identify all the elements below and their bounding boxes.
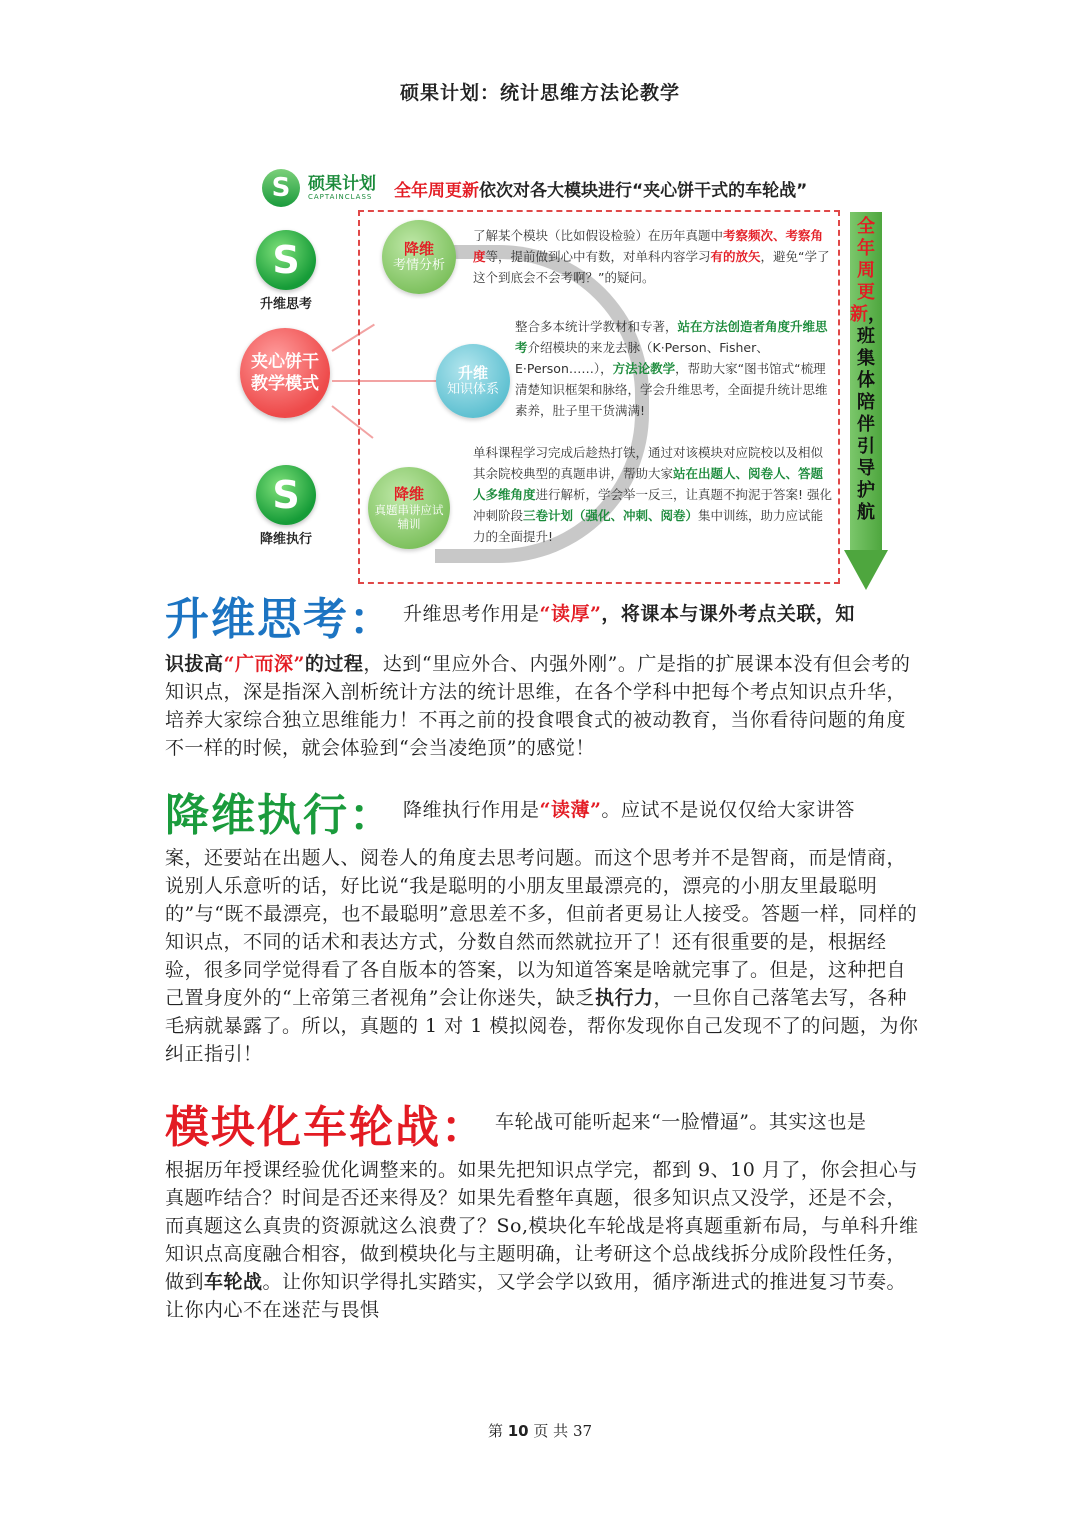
- node-exam-drill: [368, 467, 450, 549]
- sec1-intro: [403, 600, 855, 634]
- sec2-body-a: 案，还要站在出题人、阅卷人的角度去思考问题。而这个思考并不是智商，而是情商，说别人乐意听的话，好比说“我是聪明的小朋友里最漂亮的，漂亮的小朋友里最聪明的”与“既不最漂亮，也不最聪明”意思差不多，但前者更易让人接受。答题一样，同样的知识点，不同的话术和表达方式，分数自然而然就拉开了！还有很重要的是，根据经验，很多同学觉得看了各自版本的答案，以为知道答案是啥就完事了。但是，这种把自己置身度外的“上帝第三者视角”会让你迷失，缺乏: [165, 847, 918, 1009]
- icon-top-label: 升维思考: [259, 297, 312, 312]
- sec1-title: 升维思考：: [165, 594, 395, 645]
- icon-bottom-label: 降维执行: [259, 532, 312, 547]
- sec3-body-a: 根据历年授课经验优化调整来的。如果先把知识点学完，都到 9、10 月了，你会担心与真题咋结合？时间是否还来得及？如果先看整年真题，很多知识点又没学，还是不会，而真题这么真贵的资源就这么浪费了？So,模块化车轮战是将真题重新布局，与单科升维知识点高度融合相容，做到模块化与主题明确，让考研这个总战线拆分成阶段性任务，做到: [165, 1159, 919, 1293]
- footer-page-number: 10: [507, 1422, 529, 1440]
- slogan-red: 全年周更新: [394, 180, 479, 201]
- blurb-exam-analysis: [473, 225, 833, 288]
- sec1-body-text: ，达到“里应外合、内强外刚”。广是指的扩展课本没有但会考的知识点，深是指深入剖析统计方法的统计思维，在各个学科中把每个考点知识点升华，培养大家综合独立思维能力！不再之前的投食喂食式的被动教育，当你看待问题的角度不一样的时候，就会体验到“会当凌绝顶”的感觉！: [165, 653, 911, 759]
- brand-slogan: [394, 176, 807, 201]
- node3-sub: 真题串讲应试辅训: [374, 503, 444, 531]
- teaching-mode-infographic: [240, 160, 895, 592]
- footer-mid: 页 共: [533, 1422, 569, 1440]
- blurb3-c: 进行解析，学会举一反三，让真题不拘泥于答案! 强化冲刺阶段: [473, 487, 833, 523]
- blurb2-e: ，帮助大家“图书馆式“梳理清楚知识框架和脉络，学会升维思考，全面提升统计思维素养，肚子里干货满满!: [515, 361, 828, 418]
- sec1-body: [165, 650, 920, 762]
- footer-prefix: 第: [487, 1422, 503, 1440]
- brand-text: [308, 175, 376, 201]
- node-knowledge-system: [436, 344, 510, 418]
- sec1-intro-b: ，将课本与课外考点关联，知: [601, 603, 855, 625]
- weekly-update-arrow: [844, 212, 888, 592]
- blurb1-d: 有的放矢: [710, 249, 761, 264]
- sec3-body: [165, 1156, 920, 1324]
- sec3-intro: 车轮战可能听起来“一脸懵逼”。其实这也是: [495, 1111, 867, 1133]
- sec1-line2-a: 识拔高: [165, 653, 224, 675]
- slogan-mid: 依次对各大模块进行: [479, 180, 632, 201]
- blurb3-b: 站在出题人、阅卷人、答题人多维角度: [473, 466, 824, 502]
- node2-title: 升维: [457, 364, 488, 382]
- blurb2-d: 方法论教学: [612, 361, 676, 376]
- center-mode-circle: [240, 328, 330, 418]
- blurb3-d: 三卷计划（强化、冲刺、阅卷）: [523, 508, 699, 523]
- sec2-intro-quote: “读薄”: [539, 799, 602, 821]
- blurb-knowledge-system: [515, 316, 833, 421]
- arrow-head-icon: [844, 550, 888, 590]
- sec2-intro-line: [165, 790, 920, 841]
- sec2-title: 降维执行：: [165, 790, 395, 841]
- arrow-comma: ，: [868, 304, 886, 325]
- sec3-intro-line: [165, 1102, 920, 1153]
- sec2-body: [165, 844, 920, 1068]
- slogan-quote: “夹心饼干式的车轮战”: [632, 180, 808, 201]
- blurb3-a: 单科课程学习完成后趁热打铁，通过对该模块对应院校以及相似其余院校典型的真题串讲，帮助大家: [473, 445, 824, 481]
- sec1-intro-line: [165, 594, 920, 645]
- sec1-intro-quote: “读厚”: [539, 603, 602, 625]
- sec3-body-bold: 车轮战: [204, 1271, 263, 1293]
- node2-sub: 知识体系: [446, 382, 499, 397]
- center-label: 夹心饼干教学模式: [251, 352, 319, 394]
- blurb1-a: 了解某个模块（比如假设检验）在历年真题中: [473, 228, 724, 243]
- page-header: 硕果计划：统计思维方法论教学: [399, 82, 680, 104]
- section-downgrade-execute: [165, 790, 920, 1068]
- brand-name: 硕果计划: [308, 174, 376, 194]
- sec1-line2-quote: “广而深”: [223, 653, 305, 675]
- arrow-text: [850, 216, 886, 524]
- sec2-body-b: ，一旦你自己落笔去写，各种毛病就暴露了。所以，真题的 1 对 1 模拟阅卷，帮你发现你自己发现不了的问题，为你纠正指引！: [165, 987, 919, 1065]
- blurb2-a: 整合多本统计学教材和专著，: [515, 319, 678, 334]
- sec2-intro-a: 降维执行作用是: [403, 799, 540, 821]
- node1-title: 降维: [403, 240, 434, 258]
- brand-bar: [262, 168, 882, 208]
- sec3-body-b: 。让你知识学得扎实踏实，又学会学以致用，循序渐进式的推进复习节奏。让你内心不在迷茫与畏惧: [165, 1271, 907, 1321]
- page-footer: [0, 1420, 1080, 1441]
- section-upgrade-thinking: [165, 594, 920, 762]
- node-exam-analysis: [382, 220, 456, 294]
- node3-title: 降维: [393, 485, 424, 503]
- sec2-intro-b: 。应试不是说仅仅给大家讲答: [601, 799, 855, 821]
- downgrade-execute-icon: [256, 465, 316, 525]
- blurb2-b: 站在方法创造者角度升维思考: [515, 319, 828, 355]
- node1-sub: 考情分析: [392, 258, 445, 273]
- blurb1-b: 考察频次、考察角度: [473, 228, 824, 264]
- footer-total: 37: [572, 1422, 593, 1440]
- blurb2-c: 介绍模块的来龙去脉（K·Person、Fisher、E·Person……），: [515, 340, 769, 376]
- brand-logo-icon: [262, 169, 300, 207]
- sec3-title: 模块化车轮战：: [165, 1102, 487, 1153]
- arrow-red-text: 全年周更新: [850, 216, 875, 325]
- sec1-line2-b: 的过程: [304, 653, 364, 675]
- brand-sub: CAPTAINCLASS: [308, 193, 373, 201]
- section-module-wheel-battle: [165, 1102, 920, 1324]
- blurb1-c: 等，提前做到心中有数，对单科内容学习: [485, 249, 711, 264]
- arrow-black-text: 班集体陪伴引导护航: [857, 326, 875, 523]
- blurb1-e: ，避免“学了这个到底会不会考啊？”的疑问。: [473, 249, 830, 285]
- sec1-intro-a: 升维思考作用是: [403, 603, 540, 625]
- blurb3-e: 集中训练，助力应试能力的全面提升!: [473, 508, 824, 544]
- sec2-body-bold: 执行力: [594, 987, 654, 1009]
- upgrade-thinking-icon: [256, 230, 316, 290]
- sec2-intro: [403, 796, 855, 830]
- blurb-exam-drill: [473, 442, 833, 547]
